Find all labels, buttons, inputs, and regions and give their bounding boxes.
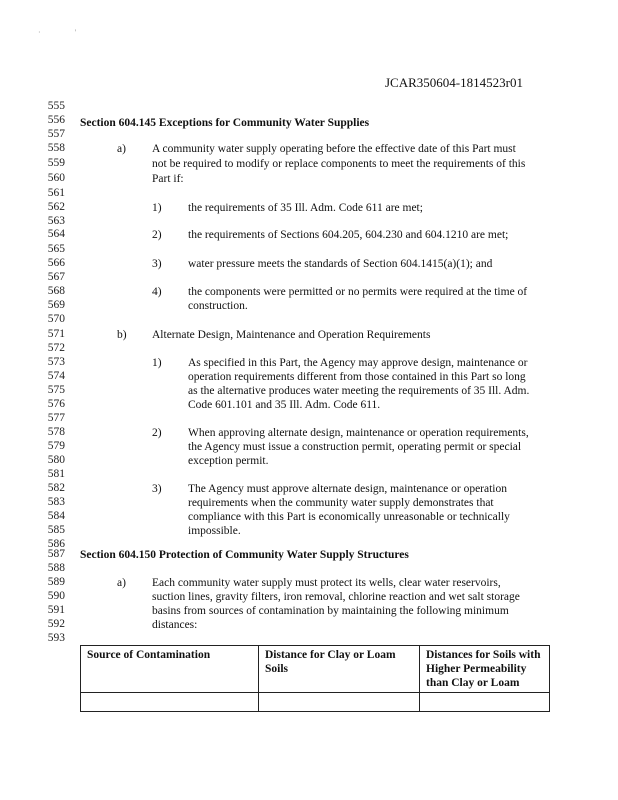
- paragraph-line: A community water supply operating before the effective date of this Part must: [152, 143, 516, 155]
- line-number: 561: [47, 187, 65, 199]
- column-header-higher-permeability: Distances for Soils with Higher Permeability than Clay or Loam: [420, 646, 550, 693]
- item-number: 4): [152, 286, 162, 298]
- line-number: 593: [47, 632, 65, 644]
- line-number: 560: [47, 172, 65, 184]
- paragraph-line: distances:: [152, 619, 198, 631]
- item-text: As specified in this Part, the Agency may approve design, maintenance or: [188, 357, 528, 369]
- line-number: 592: [47, 618, 65, 630]
- line-number: 580: [47, 454, 65, 466]
- item-text: water pressure meets the standards of Section 604.1415(a)(1); and: [188, 258, 493, 270]
- line-number: 572: [47, 342, 65, 354]
- column-header-clay-loam: Distance for Clay or Loam Soils: [259, 646, 420, 693]
- line-number: 555: [47, 100, 65, 112]
- item-number: 3): [152, 258, 162, 270]
- item-text: exception permit.: [188, 455, 269, 467]
- paragraph-line: not be required to modify or replace components to meet the requirements of this: [152, 158, 526, 170]
- line-number: 581: [47, 468, 65, 480]
- line-number: 566: [47, 257, 65, 269]
- item-number: 1): [152, 357, 162, 369]
- line-number: 573: [47, 356, 65, 368]
- item-text: construction.: [188, 300, 248, 312]
- line-number: 588: [47, 562, 65, 574]
- item-text: When approving alternate design, maintenance or operation requirements,: [188, 427, 529, 439]
- line-number: 574: [47, 370, 65, 382]
- section-heading-604-145: Section 604.145 Exceptions for Community Water Supplies: [80, 117, 370, 129]
- item-text: as the alternative produces water meeting the requirements of 35 Ill. Adm.: [188, 385, 530, 397]
- line-number: 568: [47, 285, 65, 297]
- line-number: 559: [47, 157, 65, 169]
- item-number: 2): [152, 229, 162, 241]
- item-text: the requirements of Sections 604.205, 604.230 and 604.1210 are met;: [188, 229, 509, 241]
- scan-specks: · ': [38, 28, 77, 37]
- line-number: 569: [47, 299, 65, 311]
- item-text: compliance with this Part is economically unreasonable or technically: [188, 511, 510, 523]
- subsection-title: Alternate Design, Maintenance and Operation Requirements: [152, 329, 431, 341]
- item-number: 1): [152, 202, 162, 214]
- line-number: 571: [47, 328, 65, 340]
- line-number: 563: [47, 215, 65, 227]
- line-number: 567: [47, 271, 65, 283]
- line-number: 575: [47, 384, 65, 396]
- section-heading-604-150: Section 604.150 Protection of Community Water Supply Structures: [80, 549, 409, 561]
- document-id: JCAR350604-1814523r01: [385, 75, 523, 90]
- line-number: 583: [47, 496, 65, 508]
- line-number: 591: [47, 604, 65, 616]
- item-number: 2): [152, 427, 162, 439]
- distance-table: [80, 645, 550, 712]
- line-number: 585: [47, 524, 65, 536]
- line-number: 590: [47, 590, 65, 602]
- line-number: 577: [47, 412, 65, 424]
- line-number: 582: [47, 482, 65, 494]
- line-number: 589: [47, 576, 65, 588]
- item-text: Code 601.101 and 35 Ill. Adm. Code 611.: [188, 399, 381, 411]
- item-text: operation requirements different from those contained in this Part so long: [188, 371, 526, 383]
- item-text: impossible.: [188, 525, 241, 537]
- line-number: 565: [47, 243, 65, 255]
- line-number: 564: [47, 228, 65, 240]
- table-row: [81, 693, 550, 712]
- item-text: the components were permitted or no permits were required at the time of: [188, 286, 528, 298]
- line-number: 556: [47, 114, 65, 126]
- line-number: 586: [47, 538, 65, 550]
- line-number: 587: [47, 548, 65, 560]
- paragraph-line: Each community water supply must protect its wells, clear water reservoirs,: [152, 577, 501, 589]
- table-header-row: [81, 646, 550, 693]
- line-number: 557: [47, 128, 65, 140]
- item-text: the Agency must issue a construction permit, operating permit or special: [188, 441, 522, 453]
- line-number: 570: [47, 313, 65, 325]
- paragraph-line: basins from sources of contamination by maintaining the following minimum: [152, 605, 509, 617]
- item-text: The Agency must approve alternate design, maintenance or operation: [188, 483, 508, 495]
- subsection-label: a): [117, 143, 126, 155]
- item-number: 3): [152, 483, 162, 495]
- item-text: the requirements of 35 Ill. Adm. Code 611 are met;: [188, 202, 423, 214]
- paragraph-line: Part if:: [152, 173, 184, 185]
- subsection-label: b): [117, 329, 127, 341]
- line-number: 558: [47, 142, 65, 154]
- line-number: 562: [47, 201, 65, 213]
- paragraph-line: suction lines, gravity filters, iron removal, chlorine reaction and wet salt storage: [152, 591, 520, 603]
- line-number: 579: [47, 440, 65, 452]
- column-header-source: Source of Contamination: [81, 646, 259, 693]
- line-number: 578: [47, 426, 65, 438]
- item-text: requirements when the community water supply demonstrates that: [188, 497, 494, 509]
- subsection-label: a): [117, 577, 126, 589]
- line-number: 584: [47, 510, 65, 522]
- line-number: 576: [47, 398, 65, 410]
